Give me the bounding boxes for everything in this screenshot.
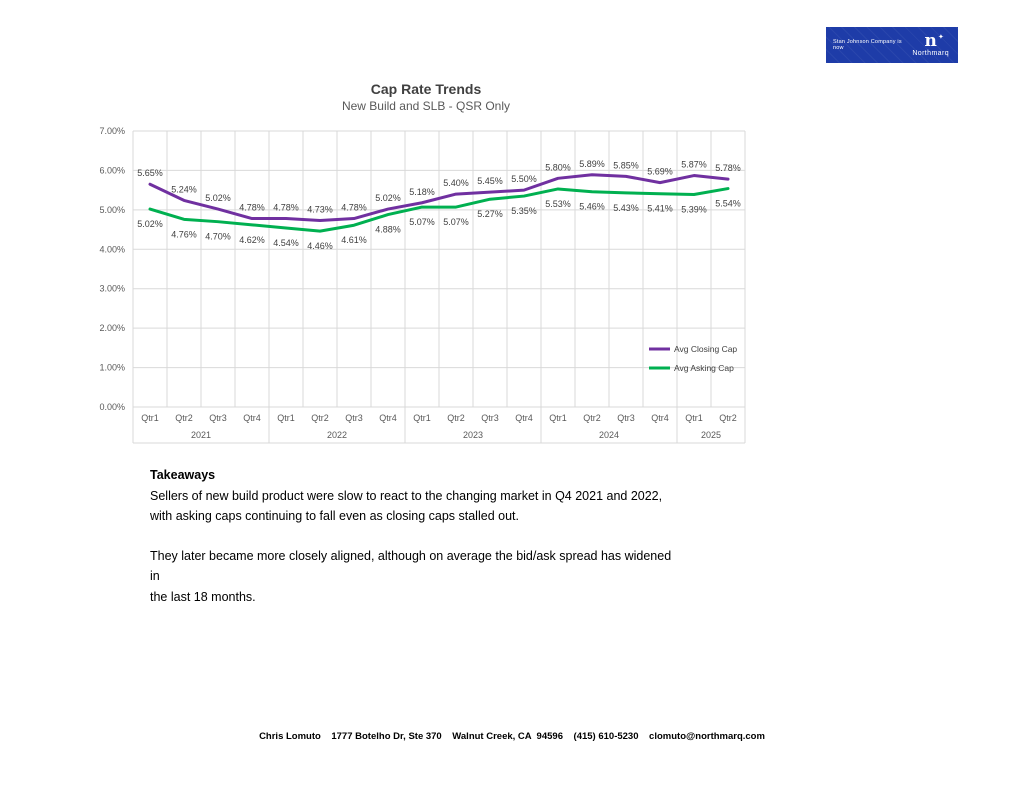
data-label-avg-asking-cap: 5.39%: [681, 204, 707, 215]
takeaways-heading: Takeaways: [150, 468, 216, 482]
data-label-avg-closing-cap: 5.50%: [511, 174, 537, 185]
x-tick-label: Qtr1: [413, 413, 431, 423]
data-label-avg-closing-cap: 5.80%: [545, 162, 571, 173]
data-label-avg-asking-cap: 5.07%: [443, 217, 469, 228]
takeaways-text-line: Sellers of new build product were slow to react to the changing market in Q4 2021 and 2022,: [150, 488, 663, 503]
northmarq-n-mark: n ✦: [924, 30, 944, 51]
data-label-avg-asking-cap: 5.07%: [409, 217, 435, 228]
sparkle-icon: ✦: [937, 32, 944, 41]
contact-footer: Chris Lomuto 1777 Botelho Dr, Ste 370 Walnut Creek, CA 94596 (415) 610-5230 clomuto@northmarq.com: [259, 731, 765, 742]
x-tick-label: Qtr1: [277, 413, 295, 423]
data-label-avg-asking-cap: 5.53%: [545, 198, 571, 209]
legend-label-avg-closing-cap: Avg Closing Cap: [674, 344, 738, 354]
x-tick-label: Qtr3: [617, 413, 635, 423]
x-tick-label: Qtr1: [685, 413, 703, 423]
data-label-avg-closing-cap: 5.85%: [613, 160, 639, 171]
data-label-avg-asking-cap: 4.76%: [171, 229, 197, 240]
data-label-avg-closing-cap: 5.89%: [579, 158, 605, 169]
data-label-avg-closing-cap: 5.02%: [375, 193, 401, 204]
takeaways-text-line: with asking caps continuing to fall even as closing caps stalled out.: [150, 509, 519, 523]
legend-label-avg-asking-cap: Avg Asking Cap: [674, 363, 734, 373]
y-tick-label: 0.00%: [99, 402, 125, 412]
data-label-avg-closing-cap: 5.69%: [647, 166, 673, 177]
y-tick-label: 4.00%: [99, 244, 125, 255]
x-tick-label: Qtr1: [141, 413, 159, 423]
data-label-avg-closing-cap: 5.87%: [681, 159, 707, 170]
data-label-avg-asking-cap: 5.02%: [137, 219, 163, 230]
data-label-avg-closing-cap: 4.73%: [307, 204, 333, 215]
x-tick-label: Qtr2: [447, 413, 465, 423]
data-label-avg-asking-cap: 4.62%: [239, 234, 265, 245]
data-label-avg-asking-cap: 5.46%: [579, 201, 605, 212]
data-label-avg-closing-cap: 5.24%: [171, 184, 197, 195]
logo-brand: [912, 30, 949, 57]
logo-wordmark: Northmarq: [912, 49, 949, 57]
data-label-avg-asking-cap: 4.70%: [205, 231, 231, 242]
data-label-avg-closing-cap: 5.40%: [443, 178, 469, 189]
data-label-avg-asking-cap: 5.41%: [647, 203, 673, 214]
x-tick-label: Qtr3: [481, 413, 499, 423]
x-tick-label: Qtr4: [515, 413, 533, 423]
paragraph-spacer: [150, 527, 680, 546]
data-label-avg-asking-cap: 4.88%: [375, 224, 401, 235]
x-tick-label: Qtr3: [209, 413, 227, 423]
x-tick-label: Qtr4: [651, 413, 669, 423]
northmarq-logo: [826, 27, 958, 63]
data-label-avg-asking-cap: 4.54%: [273, 237, 299, 248]
y-tick-label: 5.00%: [99, 204, 125, 215]
y-tick-label: 7.00%: [99, 126, 125, 136]
year-label: 2021: [190, 430, 212, 440]
chart-title: Cap Rate Trends: [370, 81, 482, 97]
data-label-avg-closing-cap: 5.02%: [205, 193, 231, 204]
x-tick-label: Qtr2: [175, 413, 193, 423]
x-tick-label: Qtr3: [345, 413, 363, 423]
x-tick-label: Qtr1: [549, 413, 567, 423]
x-tick-label: Qtr2: [583, 413, 601, 423]
data-label-avg-asking-cap: 4.46%: [307, 241, 333, 252]
y-tick-label: 2.00%: [99, 323, 125, 334]
x-tick-label: Qtr2: [719, 413, 737, 423]
data-label-avg-closing-cap: 5.65%: [137, 168, 163, 179]
logo-tagline: Stan Johnson Company is now: [833, 39, 902, 51]
data-label-avg-asking-cap: 5.27%: [477, 209, 503, 220]
data-label-avg-closing-cap: 4.78%: [273, 202, 299, 213]
year-label: 2023: [462, 430, 484, 440]
year-label: 2022: [326, 430, 348, 440]
x-tick-label: Qtr4: [243, 413, 261, 423]
year-label: 2024: [598, 430, 620, 440]
takeaways-section: [150, 465, 680, 607]
y-tick-label: 1.00%: [99, 362, 125, 373]
data-label-avg-closing-cap: 5.18%: [409, 186, 435, 197]
data-label-avg-closing-cap: 4.78%: [239, 202, 265, 213]
y-tick-label: 6.00%: [99, 165, 125, 176]
data-label-avg-asking-cap: 4.61%: [341, 235, 367, 246]
takeaways-text-line: the last 18 months.: [150, 589, 256, 604]
data-label-avg-closing-cap: 4.78%: [341, 202, 367, 213]
takeaways-text-line: They later became more closely aligned, although on average the bid/ask spread has widened in: [150, 548, 672, 583]
x-tick-label: Qtr4: [379, 413, 397, 423]
data-label-avg-asking-cap: 5.43%: [613, 202, 639, 213]
data-label-avg-asking-cap: 5.54%: [715, 198, 741, 209]
data-label-avg-asking-cap: 5.35%: [511, 206, 537, 217]
y-tick-label: 3.00%: [99, 283, 125, 294]
x-tick-label: Qtr2: [311, 413, 329, 423]
data-label-avg-closing-cap: 5.78%: [715, 163, 741, 174]
data-label-avg-closing-cap: 5.45%: [477, 176, 503, 187]
cap-rate-trends-chart: [88, 124, 764, 450]
year-label: 2025: [700, 430, 722, 440]
chart-subtitle: New Build and SLB - QSR Only: [341, 99, 511, 113]
